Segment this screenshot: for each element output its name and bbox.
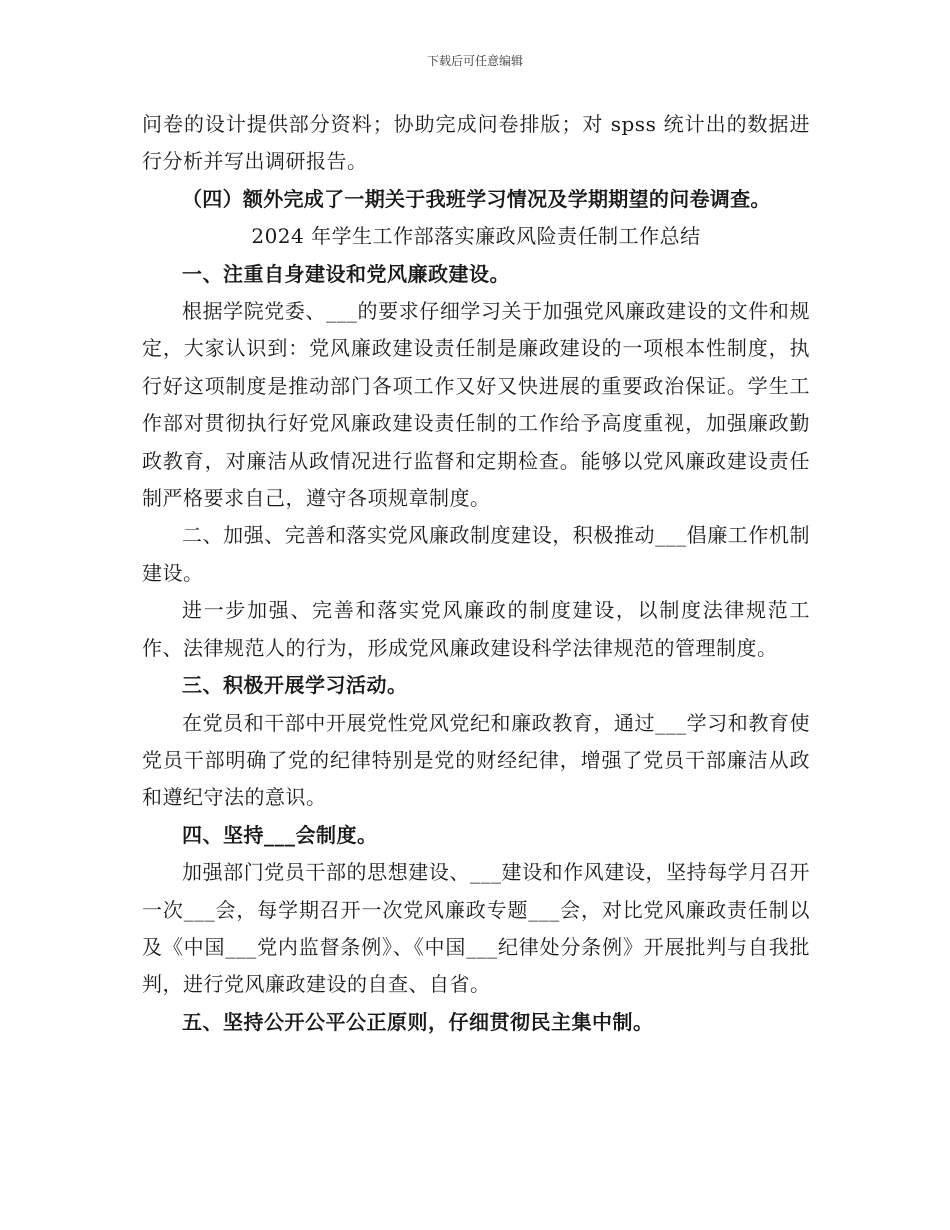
subheading-four: （四）额外完成了一期关于我班学习情况及学期期望的问卷调查。: [182, 186, 771, 211]
document-title: 2024 年学生工作部落实廉政风险责任制工作总结: [251, 224, 701, 249]
paragraph: 在党员和干部中开展党性党风党纪和廉政教育，通过___学习和教育使党员干部明确了党的纪律特别是党的财经纪律，增强了党员干部廉洁从政和遵纪守法的意识。: [142, 710, 810, 810]
section-heading-1: 一、注重自身建设和党风廉政建设。: [182, 261, 510, 286]
section-heading-4: 四、坚持___会制度。: [182, 822, 378, 847]
paragraph-continuation: 问卷的设计提供部分资料；协助完成问卷排版；对 spss 统计出的数据进行分析并写出调研报告。: [142, 112, 810, 174]
paragraph: 进一步加强、完善和落实党风廉政的制度建设，以制度法律规范工作、法律规范人的行为，形成党风廉政建设科学法律规范的管理制度。: [142, 598, 810, 660]
paragraph: 根据学院党委、___的要求仔细学习关于加强党风廉政建设的文件和规定，大家认识到：党风廉政建设责任制是廉政建设的一项根本性制度，执行好这项制度是推动部门各项工作又好又快进展的重要政治保证。学生工作部对贯彻执行好党风廉政建设责任制的工作给予高度重视，加强廉政勤政教育，对廉洁从政情况进行监督和定期检查。能够以党风廉政建设责任制严格要求自己，遵守各项规章制度。: [142, 299, 810, 511]
section-heading-2: 二、加强、完善和落实党风廉政制度建设，积极推动___倡廉工作机制建设。: [142, 523, 810, 585]
paragraph: 加强部门党员干部的思想建设、___建设和作风建设，坚持每学月召开一次___会，每学期召开一次党风廉政专题___会，对比党风廉政责任制以及《中国___党内监督条例》、《中国___纪律处分条例》开展批判与自我批判，进行党风廉政建设的自查、自省。: [142, 860, 810, 997]
document-body: [142, 106, 810, 1041]
section-heading-5: 五、坚持公开公平公正原则，仔细贯彻民主集中制。: [182, 1009, 654, 1034]
page-header: 下载后可任意编辑: [426, 54, 523, 68]
section-heading-3: 三、积极开展学习活动。: [182, 673, 408, 698]
